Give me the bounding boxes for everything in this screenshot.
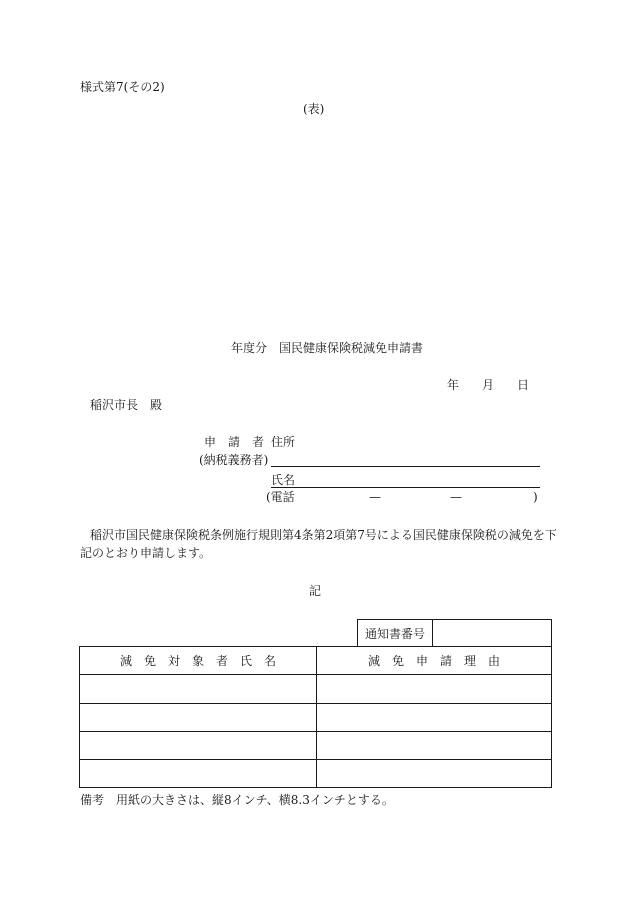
body-line-1: 稲沢市国民健康保険税条例施行規則第4条第2項第7号による国民健康保険税の減免を下 <box>90 528 557 542</box>
header-reason: 減 免 申 請 理 由 <box>317 647 552 675</box>
reason-cell[interactable] <box>317 675 552 704</box>
reason-cell[interactable] <box>317 732 552 760</box>
notice-number-label: 通知書番号 <box>358 620 433 647</box>
table-row <box>80 760 552 788</box>
addressee: 稲沢市長 殿 <box>90 398 163 412</box>
address-field-line[interactable] <box>271 466 540 467</box>
target-name-cell[interactable] <box>80 732 317 760</box>
form-number: 様式第7(その2) <box>80 80 165 94</box>
page-title: 年度分 国民健康保険税減免申請書 <box>231 341 424 355</box>
reason-cell[interactable] <box>317 704 552 732</box>
date-day-label: 日 <box>517 378 530 392</box>
body-line-2: 記のとおり申請します。 <box>80 546 212 560</box>
table-row <box>80 675 552 704</box>
notice-number-field[interactable] <box>433 620 552 647</box>
target-name-cell[interactable] <box>80 760 317 788</box>
ki-heading: 記 <box>309 584 322 598</box>
phone-separator-2: — <box>450 490 462 504</box>
applicant-role: 申 請 者 <box>204 435 265 449</box>
phone-separator-1: — <box>369 490 381 504</box>
target-name-cell[interactable] <box>80 704 317 732</box>
notice-number-box <box>357 619 552 647</box>
side-label: (表) <box>303 102 325 116</box>
table-row <box>80 704 552 732</box>
remarks: 備考 用紙の大きさは、縦8インチ、横8.3インチとする。 <box>80 793 394 807</box>
date-year-label: 年 <box>447 378 460 392</box>
phone-close: ) <box>533 490 538 504</box>
table-row <box>80 732 552 760</box>
reason-cell[interactable] <box>317 760 552 788</box>
header-target-name: 減 免 対 象 者 氏 名 <box>80 647 317 675</box>
reduction-table <box>79 646 552 788</box>
phone-label: (電話 <box>266 490 295 504</box>
name-label: 氏名 <box>271 473 296 487</box>
address-label: 住所 <box>271 435 296 449</box>
applicant-role-sub: (納税義務者) <box>199 453 269 467</box>
target-name-cell[interactable] <box>80 675 317 704</box>
name-field-line[interactable] <box>271 487 540 488</box>
table-header-row <box>80 647 552 675</box>
date-month-label: 月 <box>482 378 495 392</box>
